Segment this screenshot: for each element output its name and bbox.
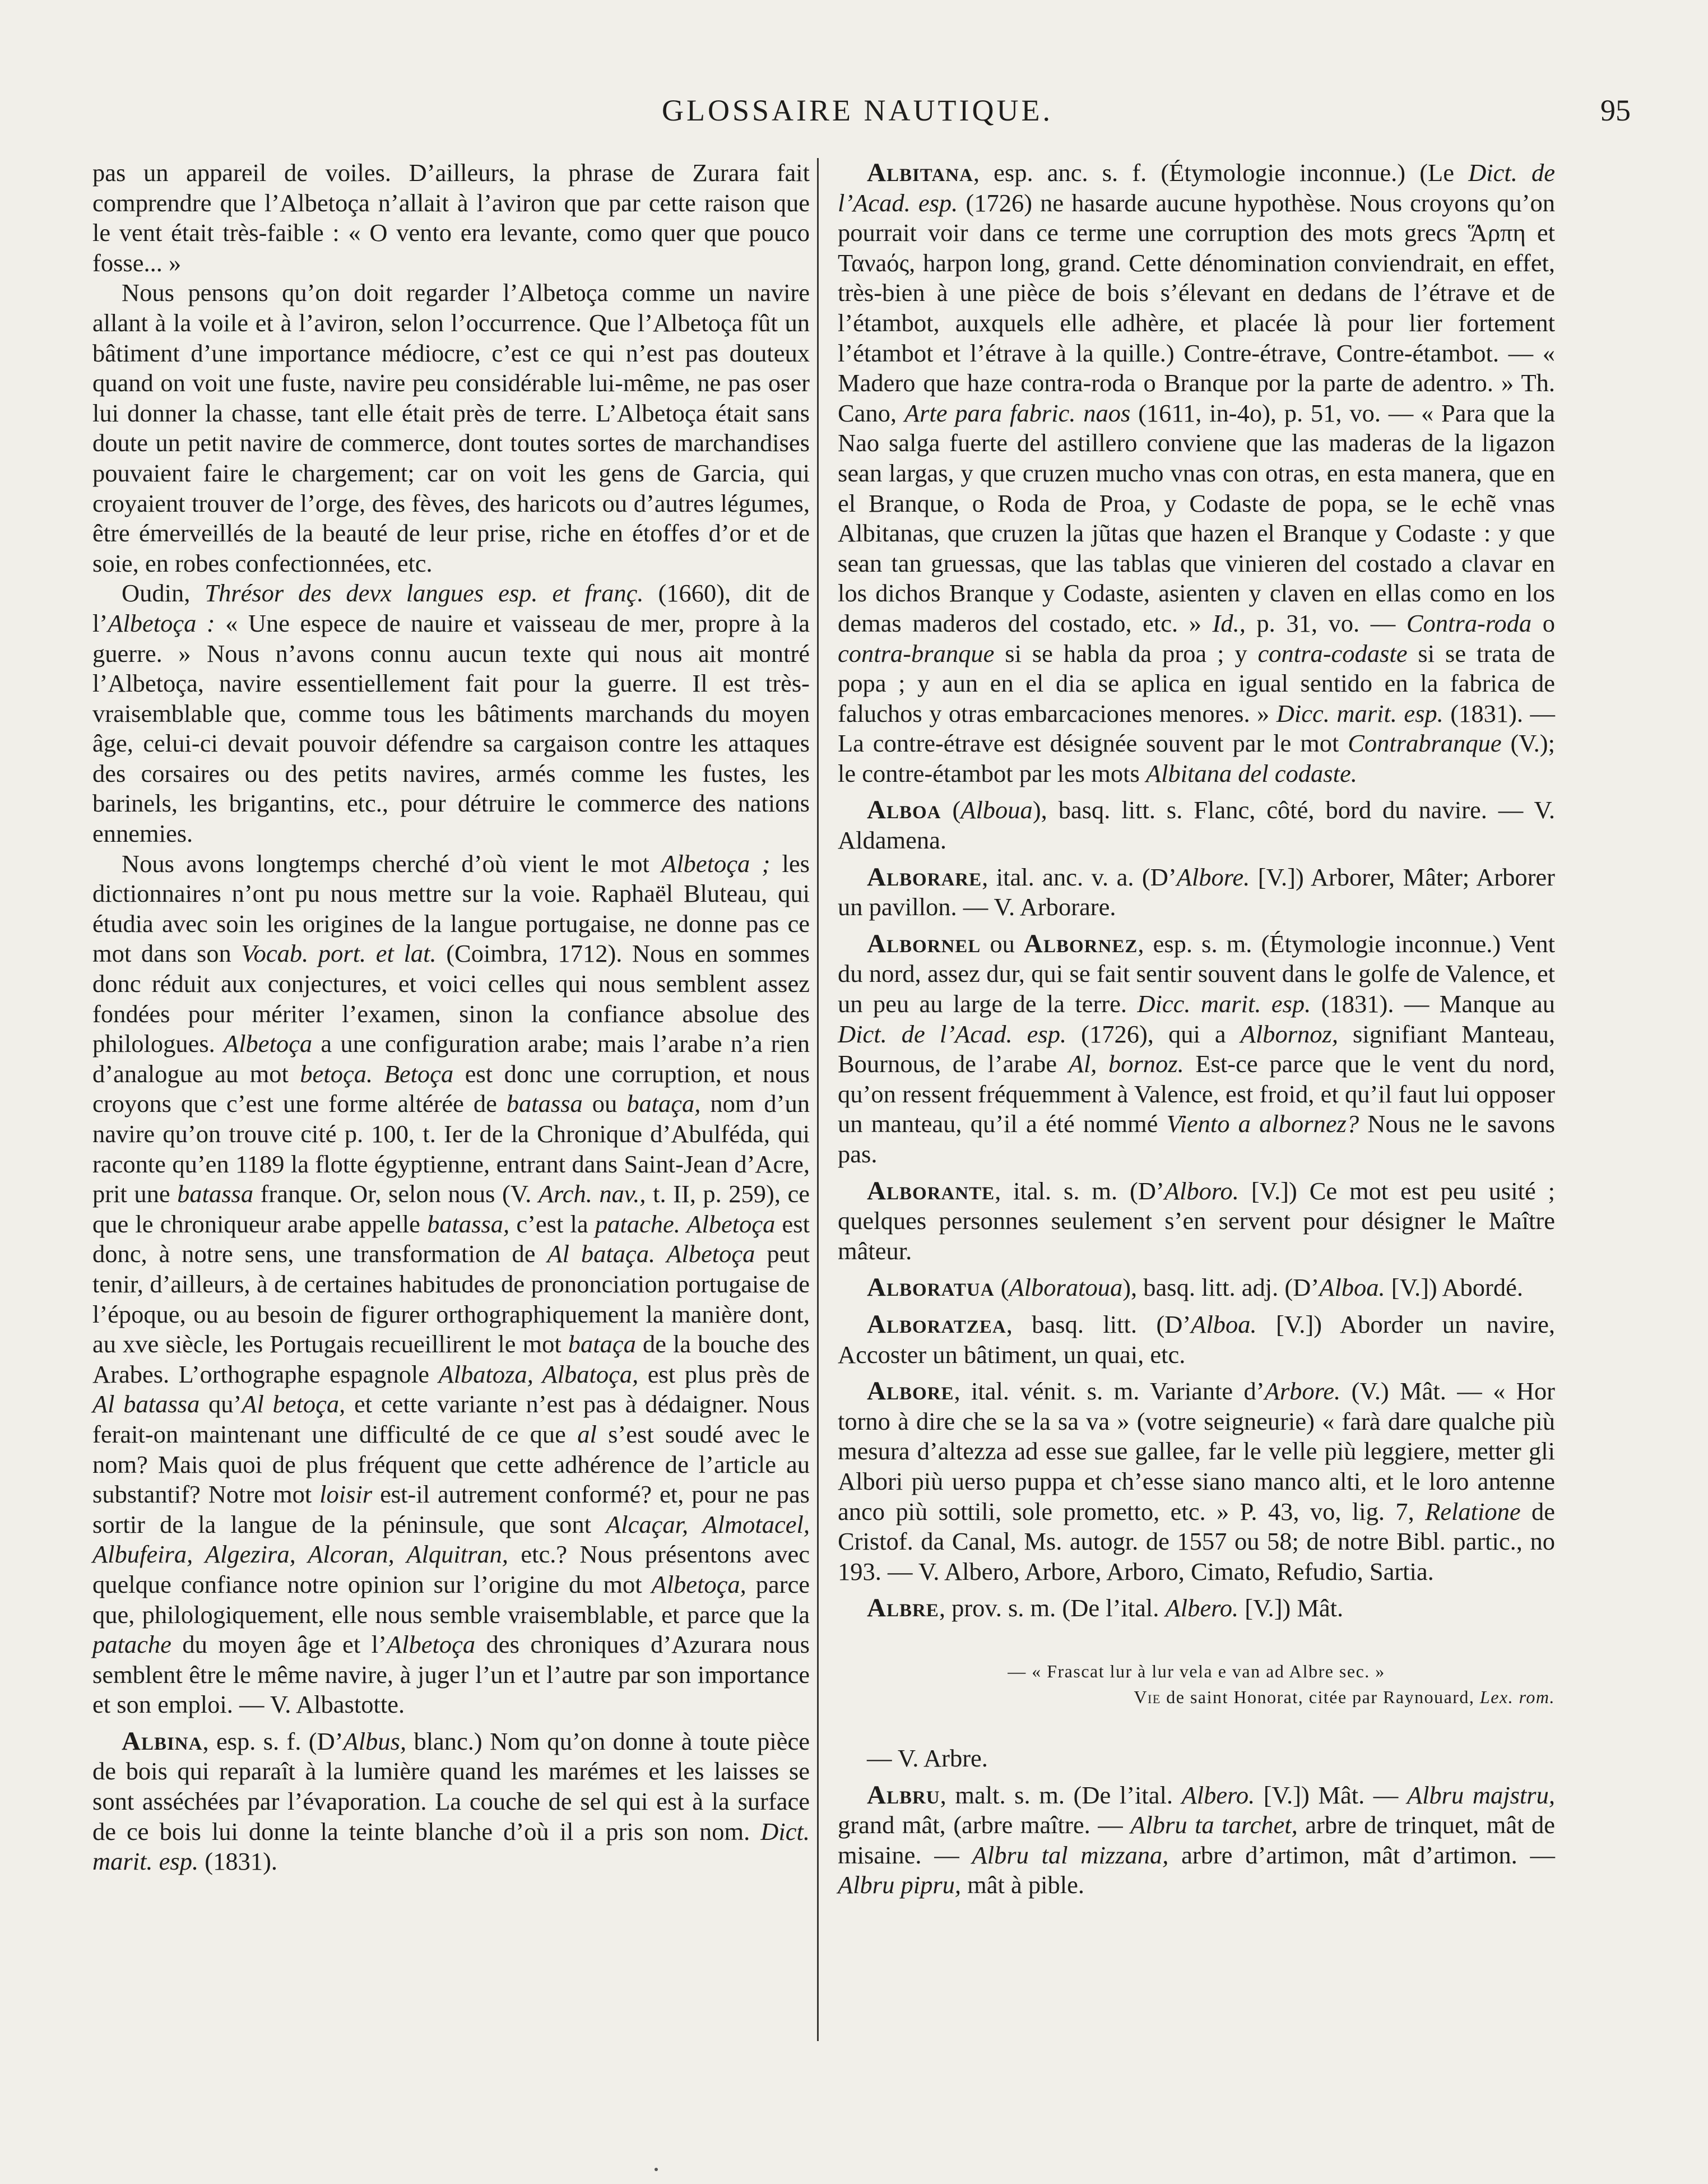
text: o: [1531, 609, 1556, 637]
headword: Alborare: [867, 862, 982, 892]
headword: Albru: [867, 1780, 940, 1810]
text: [V.]) Arborer, Mâter; Arborer un pavillon. — V. Arborare.: [838, 863, 1556, 921]
text: des chroniques d’Azurara nous semblent être le même navire, à juger l’un et l’autre par son importance et son emploi. — V. Albastotte.: [92, 1630, 810, 1719]
book-title: Dict. de l’Acad. esp.: [838, 159, 1555, 217]
text: , malt. s. m. (De l’ital.: [940, 1780, 1182, 1809]
term: Albru tal mizzana,: [972, 1840, 1169, 1869]
text: [V.]) Mât.: [1238, 1594, 1344, 1622]
term: Alboro.: [1164, 1176, 1239, 1205]
text: , basq. litt. (D’: [1006, 1310, 1191, 1338]
text: , prov. s. m. (De l’ital.: [939, 1594, 1166, 1622]
term: Al betoça,: [242, 1390, 346, 1418]
text: est donc une corruption, et nous croyons que c’est une forme altérée de: [92, 1059, 810, 1118]
text: de saint Honorat, citée par Raynouard,: [1161, 1686, 1480, 1707]
term: Albru ta tarchet,: [1130, 1811, 1298, 1839]
term: Al bataça. Albetoça: [547, 1240, 755, 1268]
text: (V.) Mât. — « Hor torno à dire che se la sa va » (votre seigneurie) « farà dare qualche più mesura d’altezza ad esse sue gallee, far le velle più leggiere, metter gli Albori più uerso puppa et ch’esse siano manco alti, et le loro antenne anco più sottili, sole prometto, etc. » P. 43, vo, lig. 7,: [838, 1377, 1555, 1525]
headword: Albornel: [867, 929, 981, 958]
term: contra-branque: [838, 639, 995, 667]
term: Alcaçar, Almotacel, Albufeira, Algezira, Alcoran, Alquitran,: [92, 1510, 810, 1569]
running-title: GLOSSAIRE NAUTIQUE.: [662, 94, 1053, 127]
term: patache. Albetoça: [595, 1209, 776, 1238]
text: (1831). — La contre-étrave est désignée souvent par le mot: [838, 699, 1555, 758]
page-number: 95: [1600, 94, 1631, 127]
book-title: Dict. de l’Acad. esp.: [838, 1019, 1067, 1048]
headword: Albre: [867, 1593, 939, 1623]
term: Contrabranque: [1348, 729, 1502, 758]
term: Albetoça :: [108, 609, 215, 637]
text: blanc.) Nom qu’on donne à toute pièce de bois qui reparaît à la lumière quand les marémes et les laisses se sont asséchées par l’évaporation. La couche de sel qui est à la surface de ce bois lui donne la teinte blanche d’où il a pris son nom.: [92, 1727, 810, 1845]
text: Vie: [1134, 1686, 1161, 1707]
text: de Cristof. da Canal, Ms. autogr. de 1557 ou 58; de notre Bibl. partic., no 193. — V. Albero, Arbore, Arboro, Cimato, Refudio, Sartia.: [838, 1497, 1555, 1585]
text: est donc, à notre sens, une transformation de: [92, 1209, 810, 1268]
text: (1726), qui a: [1066, 1019, 1241, 1048]
entry-albina: [92, 1727, 810, 1877]
term: Alboa.: [1191, 1310, 1257, 1338]
entry-albore: [838, 1376, 1555, 1587]
paragraph-oudin: [92, 578, 810, 848]
text: (: [994, 1273, 1009, 1302]
text: (: [941, 796, 961, 824]
book-title: Arte para fabric. naos: [904, 398, 1131, 427]
term: Albatoza, Albatoça,: [438, 1360, 639, 1388]
term: Albetoça: [224, 1030, 313, 1058]
term: Viento a albornez?: [1166, 1110, 1359, 1138]
text: , ital. anc. v. a. (D’: [982, 863, 1177, 891]
term: Albitana del codaste.: [1145, 759, 1357, 787]
text: Oudin,: [122, 579, 205, 608]
text: (1726) ne hasarde aucune hypothèse. Nous croyons qu’on pourrait voir dans ce terme une corruption des mots grecs Ἅρπη et Τανaός, harpon long, grand. Cette dénomination conviendrait, en effet, très-bien à une pièce de bois s’élevant en dedans de l’étrave et de l’étambot, auxquels elle adhère, et placée là pour lier fortement l’étambot et l’étrave à la quille.) Contre-étrave, Contre-étambot. — « Madero que haze contra-roda o Branque por la parte de adentro. » Th. Cano,: [838, 188, 1555, 427]
term: Albero.: [1181, 1780, 1255, 1809]
text: signifiant Manteau, Bournous, de l’arabe: [838, 1019, 1555, 1078]
term: Contra-roda: [1406, 609, 1532, 637]
text: si se trata de popa ; y aun en el dia se aplica en igual sentido en la fabrica de faluchos y otras embarcaciones menores. »: [838, 639, 1555, 727]
text: [V.]) Abordé.: [1385, 1273, 1523, 1302]
text: « Une espece de nauire et vaisseau de mer, propre à la guerre. » Nous n’avons connu aucun texte qui nous ait montré l’Albetoça, navire essentiellement fait pour la guerre. Il est très-vraisemblable que, comme tous les bâtiments marchands du moyen âge, celui-ci devait pouvoir défendre sa cargaison contre les attaques des corsaires ou des petits navires, armés comme les fustes, les barinels, les brigantins, etc., pour détruire le commerce des nations ennemies.: [92, 609, 810, 848]
text: , ital. s. m. (D’: [995, 1176, 1164, 1205]
text: [V.]) Mât. —: [1255, 1780, 1407, 1809]
text: nom d’un navire qu’on trouve cité p. 100, t. Ier de la Chronique d’Abulféda, qui raconte qu’en 1189 la flotte égyptienne, entrant dans Saint-Jean d’Acre, prit une: [92, 1089, 810, 1208]
term: patache: [92, 1630, 171, 1659]
book-title: Dicc. marit. esp.: [1276, 699, 1444, 727]
term: Albornoz,: [1240, 1019, 1338, 1048]
printer-speck: [655, 2168, 658, 2171]
text: , esp. anc. s. f. (Étymologie inconnue.) (Le: [973, 159, 1469, 187]
text: peut tenir, d’ailleurs, à de certaines habitudes de prononciation portugaise de l’époque, ou au besoin de figurer orthographiquement la manière dont, au xve siècle, les Portugais recueillirent le mot: [92, 1240, 810, 1358]
book-title: Lex. rom.: [1479, 1686, 1555, 1707]
entry-albornel: [838, 929, 1555, 1170]
term: batassa: [506, 1089, 583, 1118]
headword: Albina: [122, 1726, 203, 1756]
term: Albetoça,: [651, 1570, 746, 1598]
quote-source: [838, 1684, 1555, 1710]
text: est plus près de: [638, 1360, 810, 1388]
headword: Albornez: [1024, 929, 1138, 958]
headword: Alboratua: [867, 1273, 995, 1302]
text: arbre d’artimon, mât d’artimon. —: [1168, 1840, 1555, 1869]
cross-reference: — V. Arbre.: [867, 1744, 988, 1772]
text: du moyen âge et l’: [171, 1630, 387, 1659]
text: ), basq. litt. s. Flanc, côté, bord du navire. — V. Aldamena.: [838, 796, 1555, 855]
text: [V.]) Aborder un navire, Accoster un bâtiment, un quai, etc.: [838, 1310, 1555, 1369]
text: a une configuration arabe; mais l’arabe n’a rien d’analogue au mot: [92, 1030, 810, 1088]
text: franque. Or, selon nous (V.: [253, 1180, 539, 1208]
entry-albru: [838, 1780, 1555, 1900]
text: mât à pible.: [961, 1871, 1085, 1899]
text: (V.); le contre-étambot par les mots: [838, 729, 1555, 787]
text: s’est soudé avec le nom? Mais quoi de plus fréquent que cette adhérence de l’article au substantif? Notre mot: [92, 1420, 810, 1509]
headword: Albore: [867, 1376, 954, 1406]
right-column: [838, 158, 1555, 1900]
text: et cette variante n’est pas à dédaigner. Nous ferait-on maintenant une difficulté de ce que: [92, 1390, 810, 1448]
term: Albru majstru,: [1407, 1780, 1555, 1809]
text: , esp. s. m. (Étymologie inconnue.) Vent du nord, assez dur, qui se fait sentir souvent dans le golfe de Valence, et un peu au large de la terre.: [838, 929, 1555, 1018]
book-title: Relatione: [1425, 1497, 1521, 1525]
text: c’est la: [509, 1209, 595, 1238]
page-header: [84, 93, 1631, 132]
entry-albre: [838, 1593, 1555, 1624]
term: contra-codaste: [1257, 639, 1408, 667]
term: betoça. Betoça: [300, 1059, 454, 1088]
term: batassa: [177, 1180, 254, 1208]
text: de la bouche des Arabes. L’orthographe espagnole: [92, 1330, 810, 1388]
headword: Alborante: [867, 1176, 995, 1205]
term: Alboratoua: [1009, 1273, 1123, 1302]
left-column: [92, 158, 810, 1877]
text: les dictionnaires n’ont pu nous mettre sur la voie. Raphaël Bluteau, qui étudia avec soin les origines de la langue portugaise, ne donne pas ce mot dans son: [92, 849, 810, 968]
text: [V.]) Ce mot est peu usité ; quelques personnes seulement s’en servent pour désigner le Maître mâteur.: [838, 1176, 1555, 1265]
entry-alborare: [838, 863, 1555, 922]
term: Albero.: [1165, 1594, 1239, 1622]
book-title: Dicc. marit. esp.: [1137, 990, 1311, 1018]
paragraph-etymology: [92, 849, 810, 1720]
book-title: Thrésor des devx langues esp. et franç.: [205, 579, 644, 608]
text: Nous avons longtemps cherché d’où vient le mot: [122, 849, 662, 878]
book-title: Vocab. port. et lat.: [241, 939, 437, 968]
term: Al, bornoz.: [1068, 1050, 1184, 1078]
entry-alborante: [838, 1176, 1555, 1267]
entry-alboratzea: [838, 1310, 1555, 1370]
term: al: [577, 1420, 597, 1448]
text: (Coimbra, 1712). Nous en sommes donc réduit aux conjectures, et voici celles qui nous semblent assez fondées pour mériter l’examen, sinon la confiance absolue des philologues.: [92, 939, 810, 1058]
term: loisir: [319, 1480, 373, 1509]
headword: Alboa: [867, 795, 941, 825]
text: t. II, p. 259), ce que le chroniqueur arabe appelle: [92, 1180, 810, 1238]
term: Arbore.: [1264, 1377, 1341, 1406]
text: (1660), dit de l’: [92, 579, 810, 637]
column-divider: [817, 158, 819, 2041]
headword: Alboratzea: [867, 1309, 1006, 1339]
text: Est-ce parce que le vent du nord, qu’on ressent fréquemment à Valence, est froid, et qu’il faut lui opposer un manteau, qu’il a été nommé: [838, 1050, 1555, 1138]
text: p. 31, vo. —: [1245, 609, 1407, 637]
entry-alboa: [838, 795, 1555, 855]
text: , ital. vénit. s. m. Variante d’: [954, 1377, 1265, 1406]
term: Albetoça: [386, 1630, 476, 1659]
text: (1611, in-4o), p. 51, vo. — « Para que la Nao salga fuerte del astillero conviene que las maderas de la ligazon sean largas, y que cruzen mucho vnas con otras, en esta manera, que en el Branque, o Roda de Proa, y Codaste de popa, se le echẽ vnas Albitanas, que cruzen la jũtas que hazen el Branque y Codaste : y que sean tan gruessas, que las tablas que vinieren del costado a clavar en los dichos Branque y Codaste, asienten y claven en ellas como en los demas maderos del costado, etc. »: [838, 398, 1555, 637]
text: parce que, philologiquement, elle nous semble vraisemblable, et parce que la: [92, 1570, 810, 1629]
term: Alboa.: [1319, 1273, 1385, 1302]
text: (1831).: [198, 1847, 278, 1876]
text: ou: [582, 1089, 627, 1118]
term: bataça: [568, 1330, 636, 1358]
text: etc.? Nous présentons avec quelque confiance notre opinion sur l’origine du mot: [92, 1540, 810, 1598]
text: Nous ne le savons pas.: [838, 1110, 1556, 1168]
text: (1831). — Manque au: [1311, 990, 1555, 1018]
headword: Albitana: [867, 158, 973, 187]
term: Al batassa: [92, 1390, 200, 1418]
text: ), basq. litt. adj. (D’: [1122, 1273, 1320, 1302]
term: Albus,: [343, 1727, 407, 1755]
text: est-il autrement conformé? et, pour ne pas sortir de la langue de la péninsule, que sont: [92, 1480, 810, 1538]
text: , esp. s. f. (D’: [202, 1727, 344, 1755]
quote-line: — « Frascat lur à lur vela e van ad Albre sec. »: [1008, 1661, 1385, 1681]
entry-albitana: [838, 158, 1555, 789]
term: Albore.: [1176, 863, 1250, 891]
text: ou: [981, 929, 1024, 958]
entry-alboratua: [838, 1273, 1555, 1303]
text: arbre de trinquet, mât de misaine. —: [838, 1811, 1555, 1869]
book-title: Arch. nav.,: [538, 1180, 646, 1208]
text: si se habla da proa ; y: [994, 639, 1258, 667]
paragraph-continuation: pas un appareil de voiles. D’ailleurs, la phrase de Zurara fait comprendre que l’Albetoça n’allait à l’aviron que par cette raison que le vent était très-faible : « O vento era levante, como quer que pouco fosse... »: [92, 159, 810, 277]
text: grand mât, (arbre maître. —: [838, 1811, 1131, 1839]
term: batassa,: [427, 1209, 510, 1238]
book-title: Id.,: [1212, 609, 1246, 637]
term: Alboua: [960, 796, 1033, 824]
term: Albetoça ;: [661, 849, 771, 878]
verse-quotation: [838, 1658, 1555, 1710]
text: qu’: [199, 1390, 242, 1418]
book-title: Dict. marit. esp.: [92, 1817, 810, 1876]
term: bataça,: [626, 1089, 701, 1118]
term: Albru pipru,: [838, 1871, 962, 1899]
paragraph-albetoca-navire: Nous pensons qu’on doit regarder l’Albetoça comme un navire allant à la voile et à l’aviron, selon l’occurrence. Que l’Albetoça fût un bâtiment d’une importance médiocre, c’est ce qui n’est pas douteux quand on voit une fuste, navire peu considérable lui-même, ne pas oser lui donner la chasse, tant elle était près de terre. L’Albetoça était sans doute un petit navire de commerce, dont toutes sortes de marchandises pouvaient faire le chargement; car on voit les gens de Garcia, qui croyaient trouver de l’orge, des fèves, des haricots ou d’autres légumes, être émerveillés de la beauté de leur prise, riche en étoffes d’or et de soie, en robes confectionnées, etc.: [92, 279, 810, 577]
